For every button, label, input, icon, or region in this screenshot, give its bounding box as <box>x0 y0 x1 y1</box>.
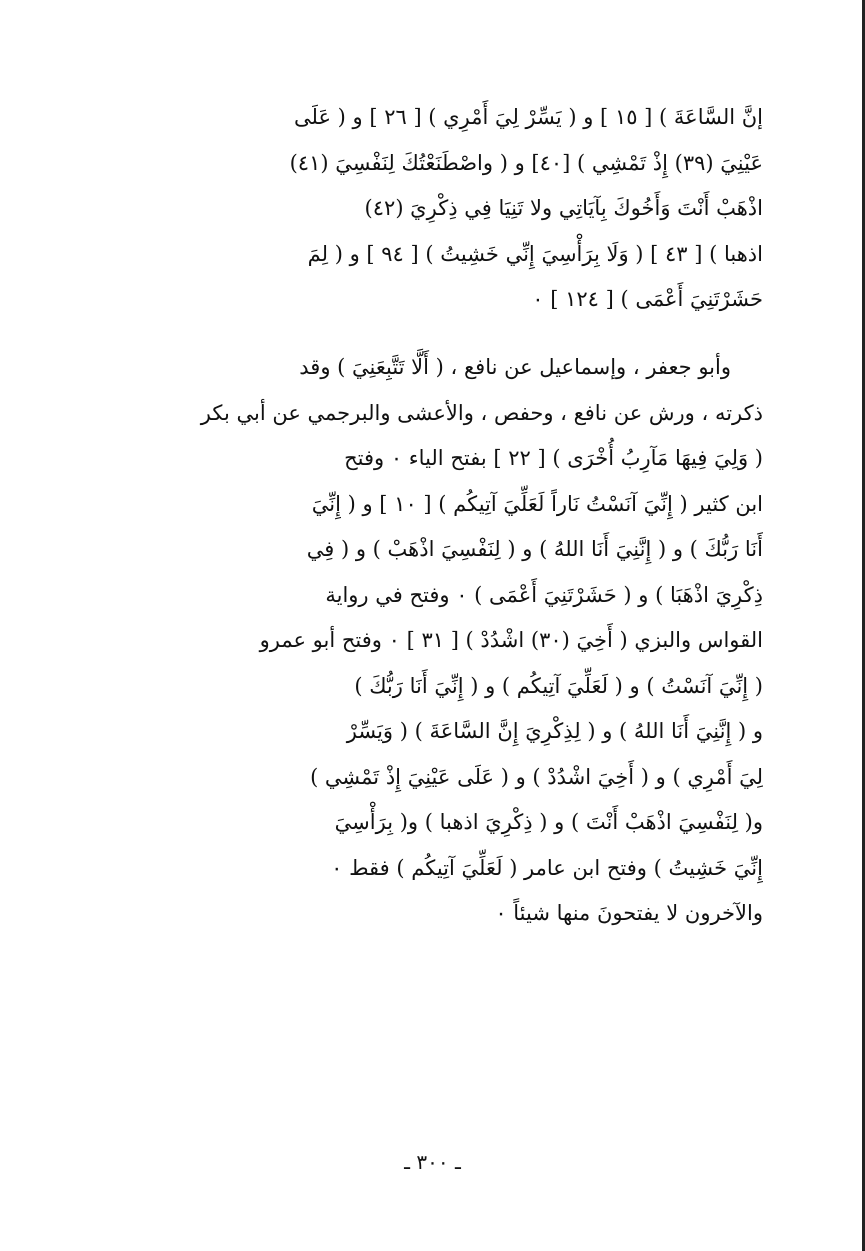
paragraph-2-line: و ( إِنَّنِيَ أَنَا اللهُ ) و ( لِذِكْرِيَ إِنَّ السَّاعَةَ ) ( وَيَسِّرْ <box>346 719 763 743</box>
paragraph-2-line: أَنَا رَبُّكَ ) و ( إِنَّنِيَ أَنَا اللهُ ) و ( لِنَفْسِيَ اذْهَبْ ) و ( فِي <box>306 537 763 561</box>
paragraph-2-line: ذكرته ، ورش عن نافع ، وحفص ، والأعشى والبرجمي عن أبي بكر <box>200 400 763 425</box>
paragraph-2-line: ابن كثير ( إِنِّيَ آنَسْتُ نَاراً لَعَلِّيَ آتِيكُم ) [ ١٠ ] و ( إِنِّيَ <box>311 491 763 516</box>
paragraph-1-line: اذهبا ) [ ٤٣ ] ( وَلَا بِرَأْسِيَ إِنِّي خَشِيتُ ) [ ٩٤ ] و ( لِمَ <box>307 241 763 266</box>
paragraph-1 <box>118 95 763 323</box>
paragraph-2-line: وأبو جعفر ، وإسماعيل عن نافع ، ( أَلَّا تَتَّبِعَنِيَ ) وقد <box>299 355 731 379</box>
paragraph-1-line: إنَّ السَّاعَةَ ) [ ١٥ ] و ( يَسِّرْ لِيَ أَمْرِي ) [ ٢٦ ] و ( عَلَى <box>293 105 763 129</box>
paragraph-2-line: والآخرون لا يفتحونَ منها شيئاً ٠ <box>495 901 763 925</box>
paragraph-1-line: حَشَرْتَنِيَ أَعْمَى ) [ ١٢٤ ] ٠ <box>532 287 763 311</box>
paragraph-2-line: إِنِّيَ خَشِيتُ ) وفتح ابن عامر ( لَعَلِّيَ آتِيكُم ) فقط ٠ <box>331 855 763 880</box>
paragraph-2-line: لِيَ أَمْرِي ) و ( أَخِيَ اشْدُدْ ) و ( عَلَى عَيْنِيَ إِذْ تَمْشِي ) <box>310 764 763 789</box>
paragraph-2-line: و( لِنَفْسِيَ اذْهَبْ أَنْتَ ) و ( ذِكْرِيَ اذهبا ) و( بِرَأْسِيَ <box>334 810 763 834</box>
paragraph-2-line: ذِكْرِيَ اذْهَبَا ) و ( حَشَرْتَنِيَ أَعْمَى ) ٠ وفتح في رواية <box>325 582 763 607</box>
paragraph-1-line: اذْهَبْ أَنْتَ وَأَخُوكَ بِآيَاتِي ولا تَنِيَا فِي ذِكْرِيَ (٤٢) <box>364 196 763 220</box>
paragraph-2-line: ( إِنِّيَ آنَسْتُ ) و ( لَعَلِّيَ آتِيكُم ) و ( إِنِّيَ أَنَا رَبُّكَ ) <box>354 673 763 698</box>
paragraph-2-line: القواس والبزي ( أَخِيَ (٣٠) اشْدُدْ ) [ ٣١ ] ٠ وفتح أبو عمرو <box>259 628 763 652</box>
page-number: ـ ٣٠٠ ـ <box>404 1150 461 1174</box>
paragraph-1-line: عَيْنِيَ (٣٩) إِذْ تَمْشِي ) [٤٠] و ( واصْطَنَعْتُكَ لِنَفْسِيَ (٤١) <box>289 150 763 175</box>
paragraph-2 <box>118 345 763 937</box>
paragraph-2-line: ( وَلِيَ فِيهَا مَآرِبُ أُخْرَى ) [ ٢٢ ] بفتح الياء ٠ وفتح <box>344 446 763 470</box>
